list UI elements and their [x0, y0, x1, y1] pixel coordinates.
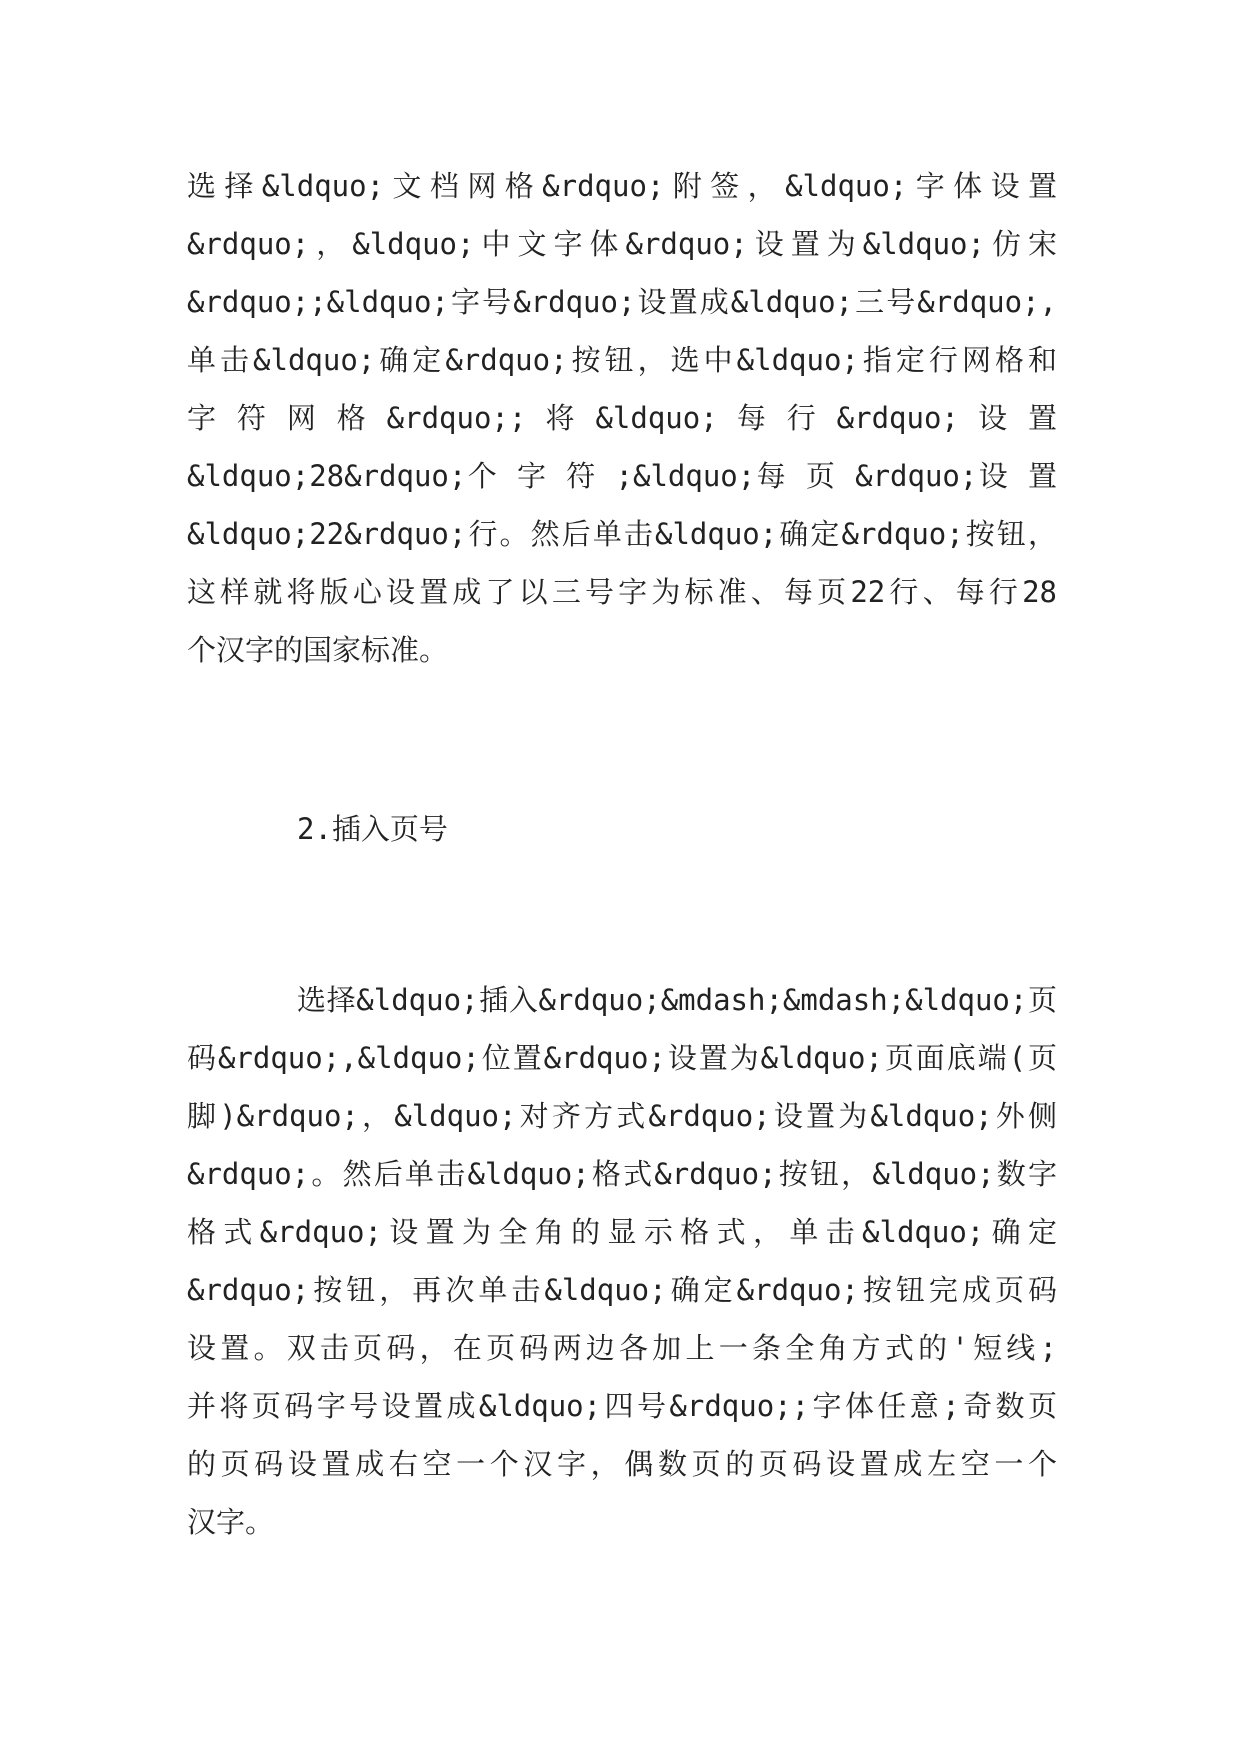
paragraph-line: 字 符 网 格 &rdquo;; 将 &ldquo; 每 行 &rdquo; 设 置 [187, 401, 1057, 435]
paragraph-page-number-settings [187, 971, 1057, 1551]
paragraph-line: 格式&rdquo;设置为全角的显示格式，单击&ldquo;确定 [187, 1215, 1057, 1249]
paragraph-line: 设置。双击页码，在页码两边各加上一条全角方式的'短线; [187, 1331, 1057, 1365]
paragraph-line: &rdquo;，&ldquo;中文字体&rdquo;设置为&ldquo;仿宋 [187, 227, 1057, 261]
paragraph-line: 个汉字的国家标准。 [187, 633, 449, 667]
paragraph-line: &ldquo;28&rdquo;个 字 符 ;&ldquo;每 页 &rdquo;设 置 [187, 459, 1057, 493]
paragraph-line: &ldquo;22&rdquo;行。然后单击&ldquo;确定&rdquo;按钮， [187, 517, 1057, 551]
paragraph-line: 单击&ldquo;确定&rdquo;按钮，选中&ldquo;指定行网格和 [187, 343, 1057, 377]
paragraph-line: 码&rdquo;,&ldquo;位置&rdquo;设置为&ldquo;页面底端(页 [187, 1041, 1057, 1075]
paragraph-line: 这样就将版心设置成了以三号字为标准、每页22行、每行28 [187, 575, 1057, 609]
paragraph-line: 脚)&rdquo;，&ldquo;对齐方式&rdquo;设置为&ldquo;外侧 [187, 1099, 1057, 1133]
section-heading-text: 2.插入页号 [297, 812, 448, 846]
section-heading [297, 800, 1167, 858]
paragraph-line: 汉字。 [187, 1505, 275, 1539]
paragraph-line: &rdquo;按钮，再次单击&ldquo;确定&rdquo;按钮完成页码 [187, 1273, 1057, 1307]
paragraph-line: 并将页码字号设置成&ldquo;四号&rdquo;;字体任意;奇数页 [187, 1389, 1057, 1423]
paragraph-line: 的页码设置成右空一个汉字，偶数页的页码设置成左空一个 [187, 1447, 1057, 1481]
paragraph-line: 选择&ldquo;插入&rdquo;&mdash;&mdash;&ldquo;页 [297, 983, 1057, 1017]
paragraph-line: &rdquo;;&ldquo;字号&rdquo;设置成&ldquo;三号&rdquo;, [187, 285, 1057, 319]
paragraph-page-grid-settings [187, 157, 1057, 679]
paragraph-line: &rdquo;。然后单击&ldquo;格式&rdquo;按钮，&ldquo;数字 [187, 1157, 1057, 1191]
paragraph-line: 选择&ldquo;文档网格&rdquo;附签，&ldquo;字体设置 [187, 169, 1057, 203]
